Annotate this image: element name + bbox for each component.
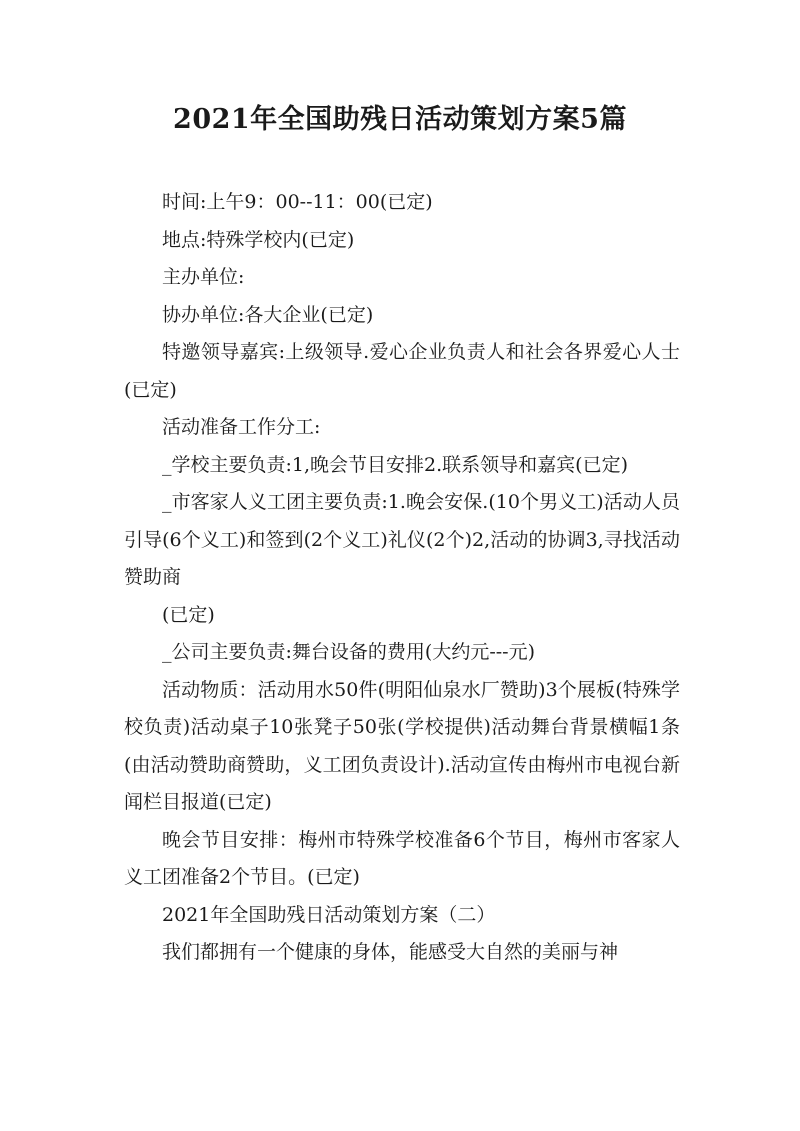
paragraph-organizer: 主办单位: [162, 266, 245, 288]
paragraph-section-heading: 2021年全国助残日活动策划方案（二） [162, 903, 496, 926]
paragraph-volunteer-duty: _市客家人义工团主要负责:1.晚会安保.(10个男义工)活动人员引导(6个义工)和签到(2个义工)礼仪(2个)2,活动的协调3,寻找活动赞助商 [124, 491, 680, 588]
paragraph-confirmed: (已定) [162, 603, 215, 626]
paragraph-company-duty: _公司主要负责:舞台设备的费用(大约元---元) [162, 641, 535, 663]
document-title: 2021年全国助残日活动策划方案5篇 [173, 104, 627, 135]
paragraph-intro: 我们都拥有一个健康的身体，能感受大自然的美丽与神 [162, 941, 619, 963]
paragraph-location: 地点:特殊学校内(已定) [162, 228, 355, 251]
paragraph-co-organizer: 协办单位:各大企业(已定) [162, 303, 374, 326]
document-body [124, 184, 680, 972]
paragraph-time: 时间:上午9：00--11：00(已定) [162, 191, 433, 213]
paragraph-division-heading: 活动准备工作分工: [162, 416, 321, 438]
paragraph-program: 晚会节目安排：梅州市特殊学校准备6个节目，梅州市客家人义工团准备2个节目。(已定) [124, 828, 680, 888]
paragraph-school-duty: _学校主要负责:1,晚会节目安排2.联系领导和嘉宾(已定) [162, 453, 628, 476]
paragraph-materials: 活动物质：活动用水50件(明阳仙泉水厂赞助)3个展板(特殊学校负责)活动桌子10张凳子50张(学校提供)活动舞台背景横幅1条(由活动赞助商赞助，义工团负责设计).活动宣传由梅州市电视台新闻栏目报道(已定) [124, 678, 680, 813]
paragraph-guests: 特邀领导嘉宾:上级领导.爱心企业负责人和社会各界爱心人士(已定) [124, 341, 680, 401]
